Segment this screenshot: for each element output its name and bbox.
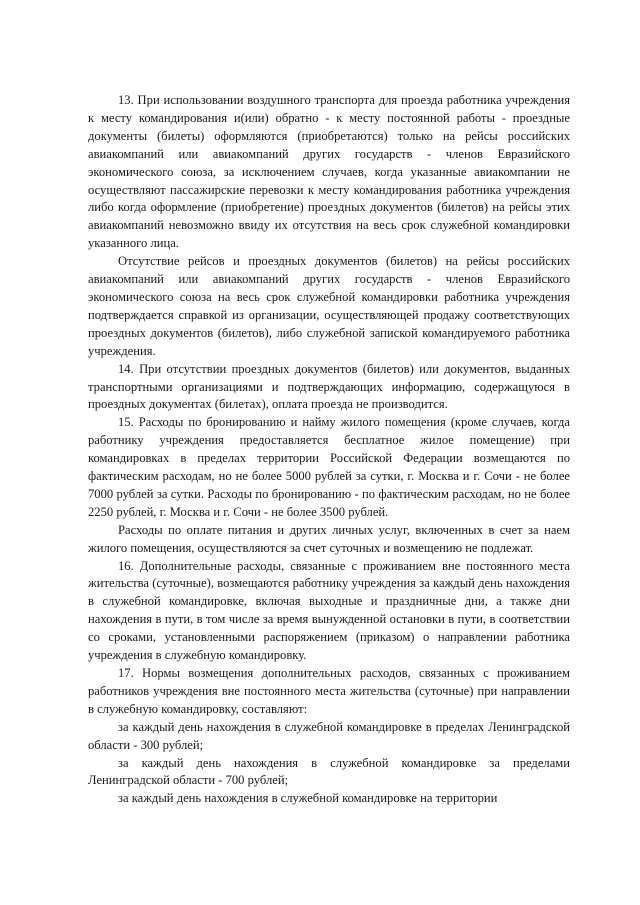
paragraph-17-rate-territory: за каждый день нахождения в служебной командировке на территории <box>118 791 498 806</box>
paragraph-17-rate-outside-region: за каждый день нахождения в служебной командировке за пределами Ленинградской области - 700 рублей; <box>88 755 570 788</box>
paragraph-17-rate-within-region: за каждый день нахождения в служебной командировке в пределах Ленинградской области - 300 рублей; <box>88 719 570 752</box>
paragraph-15-housing-expenses: 15. Расходы по бронированию и найму жилого помещения (кроме случаев, когда работнику учреждения предоставляется бесплатное жилое помещение) при командировках в пределах территории Российской Федерации возмещаются по фактическим расходам, но не более 5000 рублей за сутки, г. Москва и г. Сочи - не более 7000 рублей за сутки. Расходы по бронированию - по фактическим расходам, но не более 2250 рублей, г. Москва и г. Сочи - не более 3500 рублей. <box>88 415 570 519</box>
document-page <box>88 92 570 808</box>
paragraph-13-air-transport: 13. При использовании воздушного транспорта для проезда работника учреждения к месту командирования и(или) обратно - к месту постоянной работы - проездные документы (билеты) оформляются (приобретаются) только на рейсы российских авиакомпаний или авиакомпаний других государств - членов Евразийского экономического союза, за исключением случаев, когда указанные авиакомпании не осуществляют пассажирские перевозки к месту командирования работника учреждения либо когда оформление (приобретение) проездных документов (билетов) на рейсы этих авиакомпаний невозможно ввиду их отсутствия на весь срок служебной командировки указанного лица. <box>88 93 570 251</box>
paragraph-17-rates: 17. Нормы возмещения дополнительных расходов, связанных с проживанием работников учреждения вне постоянного места жительства (суточные) при направлении в служебную командировку, составляют: <box>88 666 570 716</box>
paragraph-13-no-flights: Отсутствие рейсов и проездных документов (билетов) на рейсы российских авиакомпаний или авиакомпаний других государств - членов Евразийского экономического союза на весь срок служебной командировки работника учреждения подтверждается справкой из организации, осуществляющей продажу соответствующих проездных документов (билетов), либо служебной запиской командируемого работника учреждения. <box>88 254 570 358</box>
paragraph-15-meals: Расходы по оплате питания и других личных услуг, включенных в счет за наем жилого помещения, осуществляются за счет суточных и возмещению не подлежат. <box>88 522 570 555</box>
paragraph-14-missing-tickets: 14. При отсутствии проездных документов (билетов) или документов, выданных транспортными организациями и подтверждающих информацию, содержащуюся в проездных документах (билетах), оплата проезда не производится. <box>88 361 570 412</box>
paragraph-16-per-diem: 16. Дополнительные расходы, связанные с проживанием вне постоянного места жительства (суточные), возмещаются работнику учреждения за каждый день нахождения в служебной командировке, включая выходные и праздничные дни, а также дни нахождения в пути, в том числе за время вынужденной остановки в пути, в соответствии со сроками, установленными распоряжением (приказом) о направлении работника учреждения в служебную командировку. <box>88 558 570 663</box>
